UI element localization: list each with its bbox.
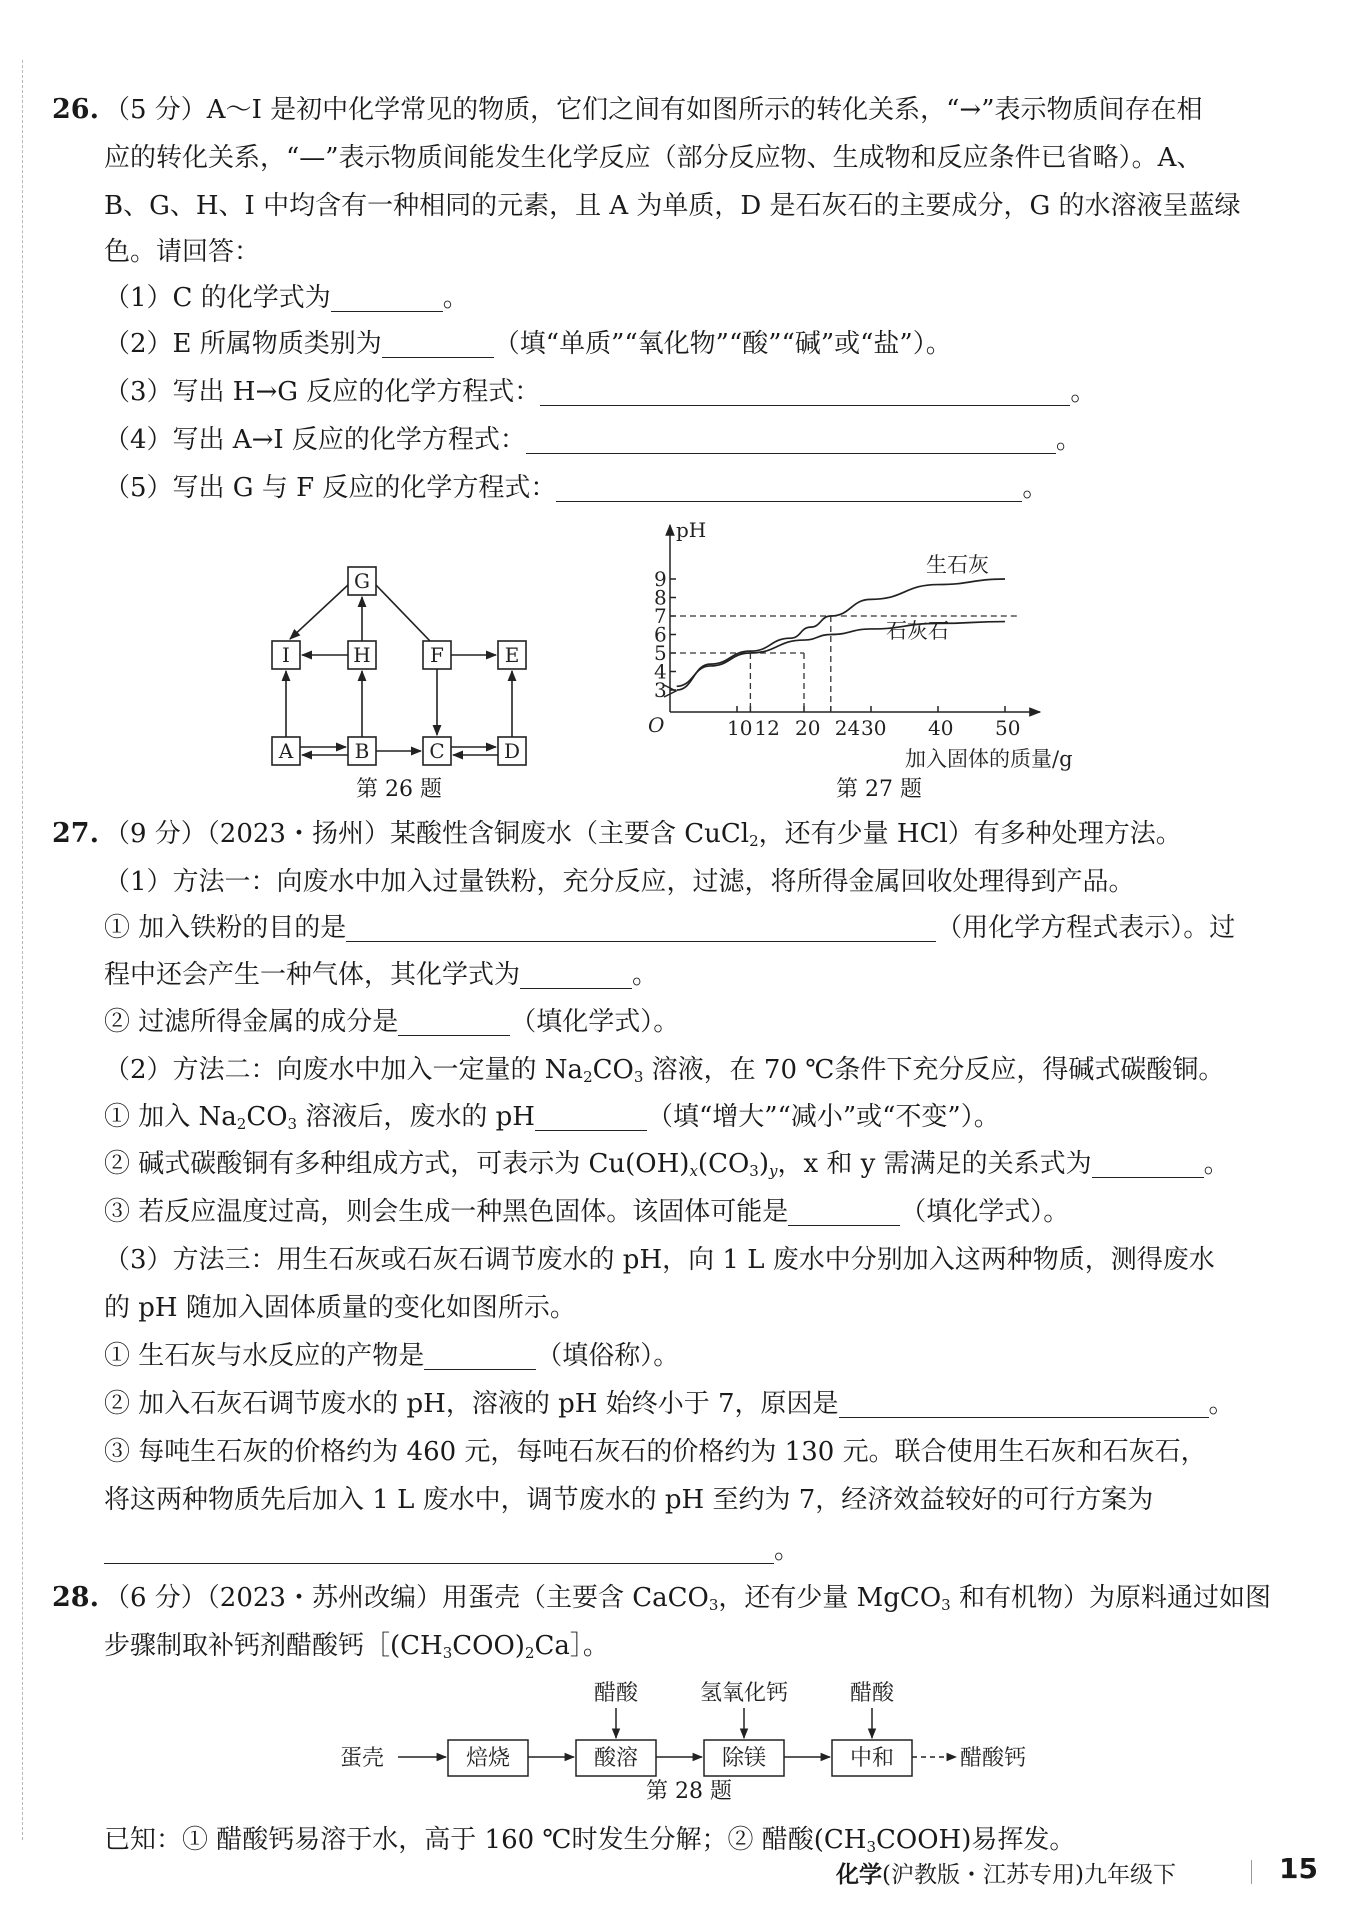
x-tick-label-20: 20 bbox=[795, 716, 821, 740]
answer-blank[interactable] bbox=[788, 1195, 900, 1226]
answer-blank[interactable] bbox=[526, 423, 1056, 454]
q27-method3-c-line2: 将这两种物质先后加入 1 L 废水中，调节废水的 pH 至约为 7，经济效益较好的可行方案为 bbox=[104, 1485, 1154, 1515]
q27-method3-line1: （3）方法三：用生石灰或石灰石调节废水的 pH，向 1 L 废水中分别加入这两种物质，测得废水 bbox=[104, 1245, 1215, 1275]
q27-method2-c: ③ 若反应温度过高，则会生成一种黑色固体。该固体可能是 （填化学式）。 bbox=[104, 1197, 1070, 1227]
series-line-limestone bbox=[677, 622, 1005, 687]
footer-edition: (沪教版・江苏专用)九年级下 bbox=[882, 1862, 1176, 1888]
question-27-number: 27. bbox=[52, 818, 99, 849]
answer-blank[interactable] bbox=[346, 911, 936, 942]
answer-blank[interactable] bbox=[535, 1100, 647, 1131]
q27-method3-b: ② 加入石灰石调节废水的 pH，溶液的 pH 始终小于 7，原因是 。 bbox=[104, 1389, 1235, 1419]
x-axis-label: 加入固体的质量/g bbox=[905, 747, 1073, 771]
y-tick-label-4: 4 bbox=[654, 659, 667, 684]
y-tick-label-3: 3 bbox=[654, 678, 667, 702]
node-i-label: I bbox=[282, 643, 290, 667]
q26-stem-line1: （5 分）A～I 是初中化学常见的物质，它们之间有如图所示的转化关系，“→”表示物质间存在相 bbox=[104, 95, 1203, 125]
answer-blank[interactable] bbox=[331, 281, 443, 312]
q27-method2-a: ① 加入 $Na_2CO_3$ 溶液后，废水的 pH （填“增大”“减小”或“不变”）。 bbox=[104, 1102, 1000, 1133]
y-tick-label-8: 8 bbox=[654, 585, 667, 610]
reagent-2: 氢氧化钙 bbox=[699, 1681, 789, 1706]
edge-g-f bbox=[376, 585, 430, 641]
reagent-1: 醋酸 bbox=[593, 1681, 639, 1706]
q28-stem-line1: （6 分）（2023・苏州改编）用蛋壳（主要含 CaCO$_3$，还有少量 MgCO$_3$ 和有机物）为原料通过如图 bbox=[104, 1583, 1271, 1614]
answer-blank[interactable] bbox=[382, 327, 494, 358]
x-tick-label-24: 24 bbox=[834, 716, 861, 740]
node-h-label: H bbox=[353, 643, 371, 667]
y-tick-label-9: 9 bbox=[654, 567, 667, 591]
node-g-label: G bbox=[354, 569, 370, 593]
q28-figure-caption: 第 28 题 bbox=[646, 1779, 732, 1804]
x-tick-label-12: 12 bbox=[754, 716, 780, 740]
y-tick-label-6: 6 bbox=[654, 622, 667, 647]
origin-label: O bbox=[648, 713, 665, 737]
q27-method1-a-cont: 程中还会产生一种气体，其化学式为 。 bbox=[104, 960, 659, 990]
q26-stem-line3: B、G、H、I 中均含有一种相同的元素，且 A 为单质，D 是石灰石的主要成分，G 的水溶液呈蓝绿 bbox=[104, 191, 1241, 221]
q27-figure-caption: 第 27 题 bbox=[836, 777, 922, 802]
q28-process-flow bbox=[330, 1670, 1070, 1790]
answer-blank[interactable] bbox=[104, 1533, 774, 1564]
answer-blank[interactable] bbox=[540, 375, 1070, 406]
q27-ph-chart bbox=[640, 515, 1120, 777]
series-label-quicklime: 生石灰 bbox=[926, 553, 989, 577]
answer-blank[interactable] bbox=[556, 471, 1022, 502]
q27-method1: （1）方法一：向废水中加入过量铁粉，充分反应，过滤，将所得金属回收处理得到产品。 bbox=[104, 867, 1135, 897]
q28-known-conditions: 已知：① 醋酸钙易溶于水，高于 160 ℃时发生分解；② 醋酸$(CH_3COOH)$易挥发。 bbox=[104, 1825, 1076, 1856]
flow-step-1: 焙烧 bbox=[465, 1746, 511, 1771]
q28-stem-line2: 步骤制取补钙剂醋酸钙$[(CH_3COO)_2Ca]$。 bbox=[104, 1631, 609, 1662]
x-tick-label-30: 30 bbox=[861, 716, 887, 740]
footer-separator bbox=[1251, 1860, 1252, 1884]
answer-blank[interactable] bbox=[839, 1387, 1209, 1418]
edge-g-to-i bbox=[290, 585, 348, 639]
q27-method1-a: ① 加入铁粉的目的是 （用化学方程式表示）。过 bbox=[104, 913, 1236, 943]
answer-blank[interactable] bbox=[1092, 1147, 1204, 1178]
flow-step-2: 酸溶 bbox=[593, 1746, 639, 1771]
q26-stem-line4: 色。请回答： bbox=[104, 237, 261, 267]
x-tick-label-50: 50 bbox=[995, 716, 1021, 740]
question-26-number: 26. bbox=[52, 94, 99, 125]
x-tick-label-10: 10 bbox=[727, 716, 753, 740]
q27-method3-c-answer: 。 bbox=[104, 1530, 800, 1570]
q27-method2: （2）方法二：向废水中加入一定量的 $Na_2CO_3$ 溶液，在 70 ℃条件下充分反应，得碱式碳酸铜。 bbox=[104, 1055, 1225, 1086]
series-label-limestone: 石灰石 bbox=[886, 619, 949, 643]
q27-method1-b: ② 过滤所得金属的成分是 （填化学式）。 bbox=[104, 1007, 680, 1037]
q27-method3-line2: 的 pH 随加入固体质量的变化如图所示。 bbox=[104, 1293, 576, 1323]
q26-part2: （2）E 所属物质类别为 （填“单质”“氧化物”“酸”“碱”或“盐”）。 bbox=[104, 329, 952, 359]
q26-part5: （5）写出 G 与 F 反应的化学方程式： 。 bbox=[104, 473, 1049, 503]
node-c-label: C bbox=[429, 739, 445, 763]
y-tick-label-7: 7 bbox=[654, 604, 667, 628]
flow-end-label: 醋酸钙 bbox=[960, 1746, 1027, 1771]
q26-stem-line2: 应的转化关系，“—”表示物质间能发生化学反应（部分反应物、生成物和反应条件已省略）。A、 bbox=[104, 143, 1203, 173]
q27-method3-c-line1: ③ 每吨生石灰的价格约为 460 元，每吨石灰石的价格约为 130 元。联合使用生石灰和石灰石， bbox=[104, 1437, 1207, 1467]
q27-method3-a: ① 生石灰与水反应的产物是 （填俗称）。 bbox=[104, 1341, 680, 1371]
flow-step-3: 除镁 bbox=[721, 1746, 767, 1771]
reagent-3: 醋酸 bbox=[849, 1681, 895, 1706]
q27-stem: （9 分）（2023・扬州）某酸性含铜废水（主要含 CuCl$_2$，还有少量 HCl）有多种处理方法。 bbox=[104, 819, 1182, 850]
q26-part1: （1）C 的化学式为 。 bbox=[104, 283, 469, 313]
margin-rule bbox=[22, 60, 23, 1840]
x-tick-label-40: 40 bbox=[928, 716, 954, 740]
node-a-label: A bbox=[278, 739, 294, 763]
answer-blank[interactable] bbox=[398, 1005, 510, 1036]
page-footer bbox=[836, 1858, 1176, 1892]
node-f-label: F bbox=[430, 643, 444, 667]
node-d-label: D bbox=[503, 739, 521, 763]
page-number: 15 bbox=[1279, 1852, 1318, 1885]
footer-subject: 化学 bbox=[836, 1862, 882, 1888]
node-b-label: B bbox=[354, 739, 370, 763]
question-28-number: 28. bbox=[52, 1582, 99, 1613]
node-e-label: E bbox=[504, 643, 520, 667]
y-tick-label-5: 5 bbox=[654, 641, 667, 665]
answer-blank[interactable] bbox=[424, 1339, 536, 1370]
q26-figure-caption: 第 26 题 bbox=[356, 777, 442, 802]
q26-relation-diagram bbox=[250, 555, 550, 775]
y-axis-label: pH bbox=[676, 518, 707, 542]
flow-start-label: 蛋壳 bbox=[340, 1746, 385, 1771]
flow-step-4: 中和 bbox=[849, 1746, 895, 1771]
q26-part4: （4）写出 A→I 反应的化学方程式： 。 bbox=[104, 425, 1082, 455]
q26-part3: （3）写出 H→G 反应的化学方程式： 。 bbox=[104, 377, 1097, 407]
q27-method2-b: ② 碱式碳酸铜有多种组成方式，可表示为 $Cu(OH)_x(CO_3)_y$，x 和 y 需满足的关系式为 。 bbox=[104, 1149, 1230, 1180]
answer-blank[interactable] bbox=[520, 958, 632, 989]
